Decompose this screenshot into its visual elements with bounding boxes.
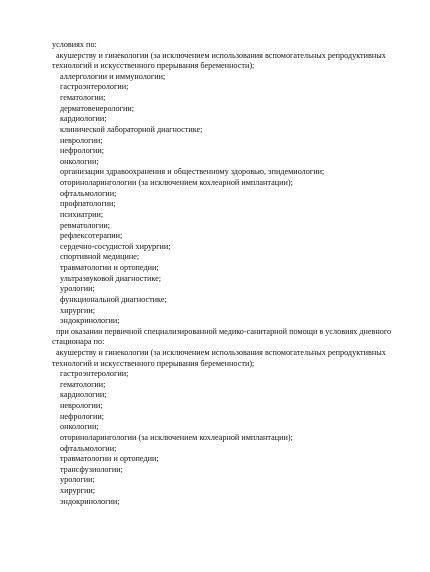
document-line: урологии; bbox=[60, 475, 95, 485]
document-line: трансфузиологии; bbox=[60, 464, 123, 474]
document-line: спортивной медицине; bbox=[60, 252, 140, 262]
document-line: нефрологии; bbox=[60, 411, 105, 421]
document-line: онкологии; bbox=[60, 156, 99, 166]
document-line: неврологии; bbox=[60, 135, 103, 145]
document-line: психиатрии; bbox=[60, 209, 104, 219]
document-line: гастроэнтерологии; bbox=[60, 369, 129, 379]
document-line: аллергологии и иммунологии; bbox=[60, 71, 166, 81]
document-line: сердечно-сосудистой хирургии; bbox=[60, 241, 171, 251]
document-line: условиях по: bbox=[52, 40, 97, 49]
document-line: оториноларингологии (за исключением кохлеарной имплантации); bbox=[60, 178, 293, 188]
document-line: травматологии и ортопедии; bbox=[60, 454, 159, 464]
document-line: гастроэнтерологии; bbox=[60, 82, 129, 92]
document-line: ревматологии; bbox=[60, 220, 111, 230]
document-line: рефлексотерапии; bbox=[60, 231, 123, 241]
document-line: акушерству и гинекологии (за исключением использования вспомогательных репродуктивных bbox=[56, 50, 386, 60]
document-line: эндокринологии; bbox=[60, 316, 120, 326]
document-line: дерматовенерологии; bbox=[60, 103, 135, 113]
document-line: гематологии; bbox=[60, 93, 106, 103]
document-line: при оказании первичной специализированной медико-санитарной помощи в условиях дневного bbox=[56, 326, 392, 336]
document-line: оториноларингологии (за исключением кохлеарной имплантации); bbox=[60, 432, 293, 442]
document-line: акушерству и гинекологии (за исключением использования вспомогательных репродуктивных bbox=[56, 347, 386, 357]
document-line: функциональной диагностике; bbox=[60, 294, 167, 304]
document-line: эндокринологии; bbox=[60, 496, 120, 506]
document-line: стационара по: bbox=[52, 337, 105, 347]
document-line: технологий и искусственного прерывания беременности); bbox=[52, 358, 255, 368]
document-line: профпатологии; bbox=[60, 199, 116, 209]
document-line: офтальмологии; bbox=[60, 188, 117, 198]
document-line: организации здравоохранения и общественному здоровью, эпидемиологии; bbox=[60, 167, 325, 177]
document-line: кардиологии; bbox=[60, 114, 107, 124]
document-line: кардиологии; bbox=[60, 390, 107, 400]
document-line: урологии; bbox=[60, 284, 95, 294]
document-line: неврологии; bbox=[60, 401, 103, 411]
document-line: онкологии; bbox=[60, 422, 99, 432]
document-line: нефрологии; bbox=[60, 146, 105, 156]
document-line: офтальмологии; bbox=[60, 443, 117, 453]
document-line: хирургии; bbox=[60, 305, 96, 315]
document-line: ультразвуковой диагностике; bbox=[60, 273, 162, 283]
document-line: гематологии; bbox=[60, 379, 106, 389]
document-line: хирургии; bbox=[60, 486, 96, 496]
document-line: клинической лабораторной диагностике; bbox=[60, 124, 203, 134]
document-line: травматологии и ортопедии; bbox=[60, 263, 159, 273]
document-line: технологий и искусственного прерывания беременности); bbox=[52, 61, 255, 71]
